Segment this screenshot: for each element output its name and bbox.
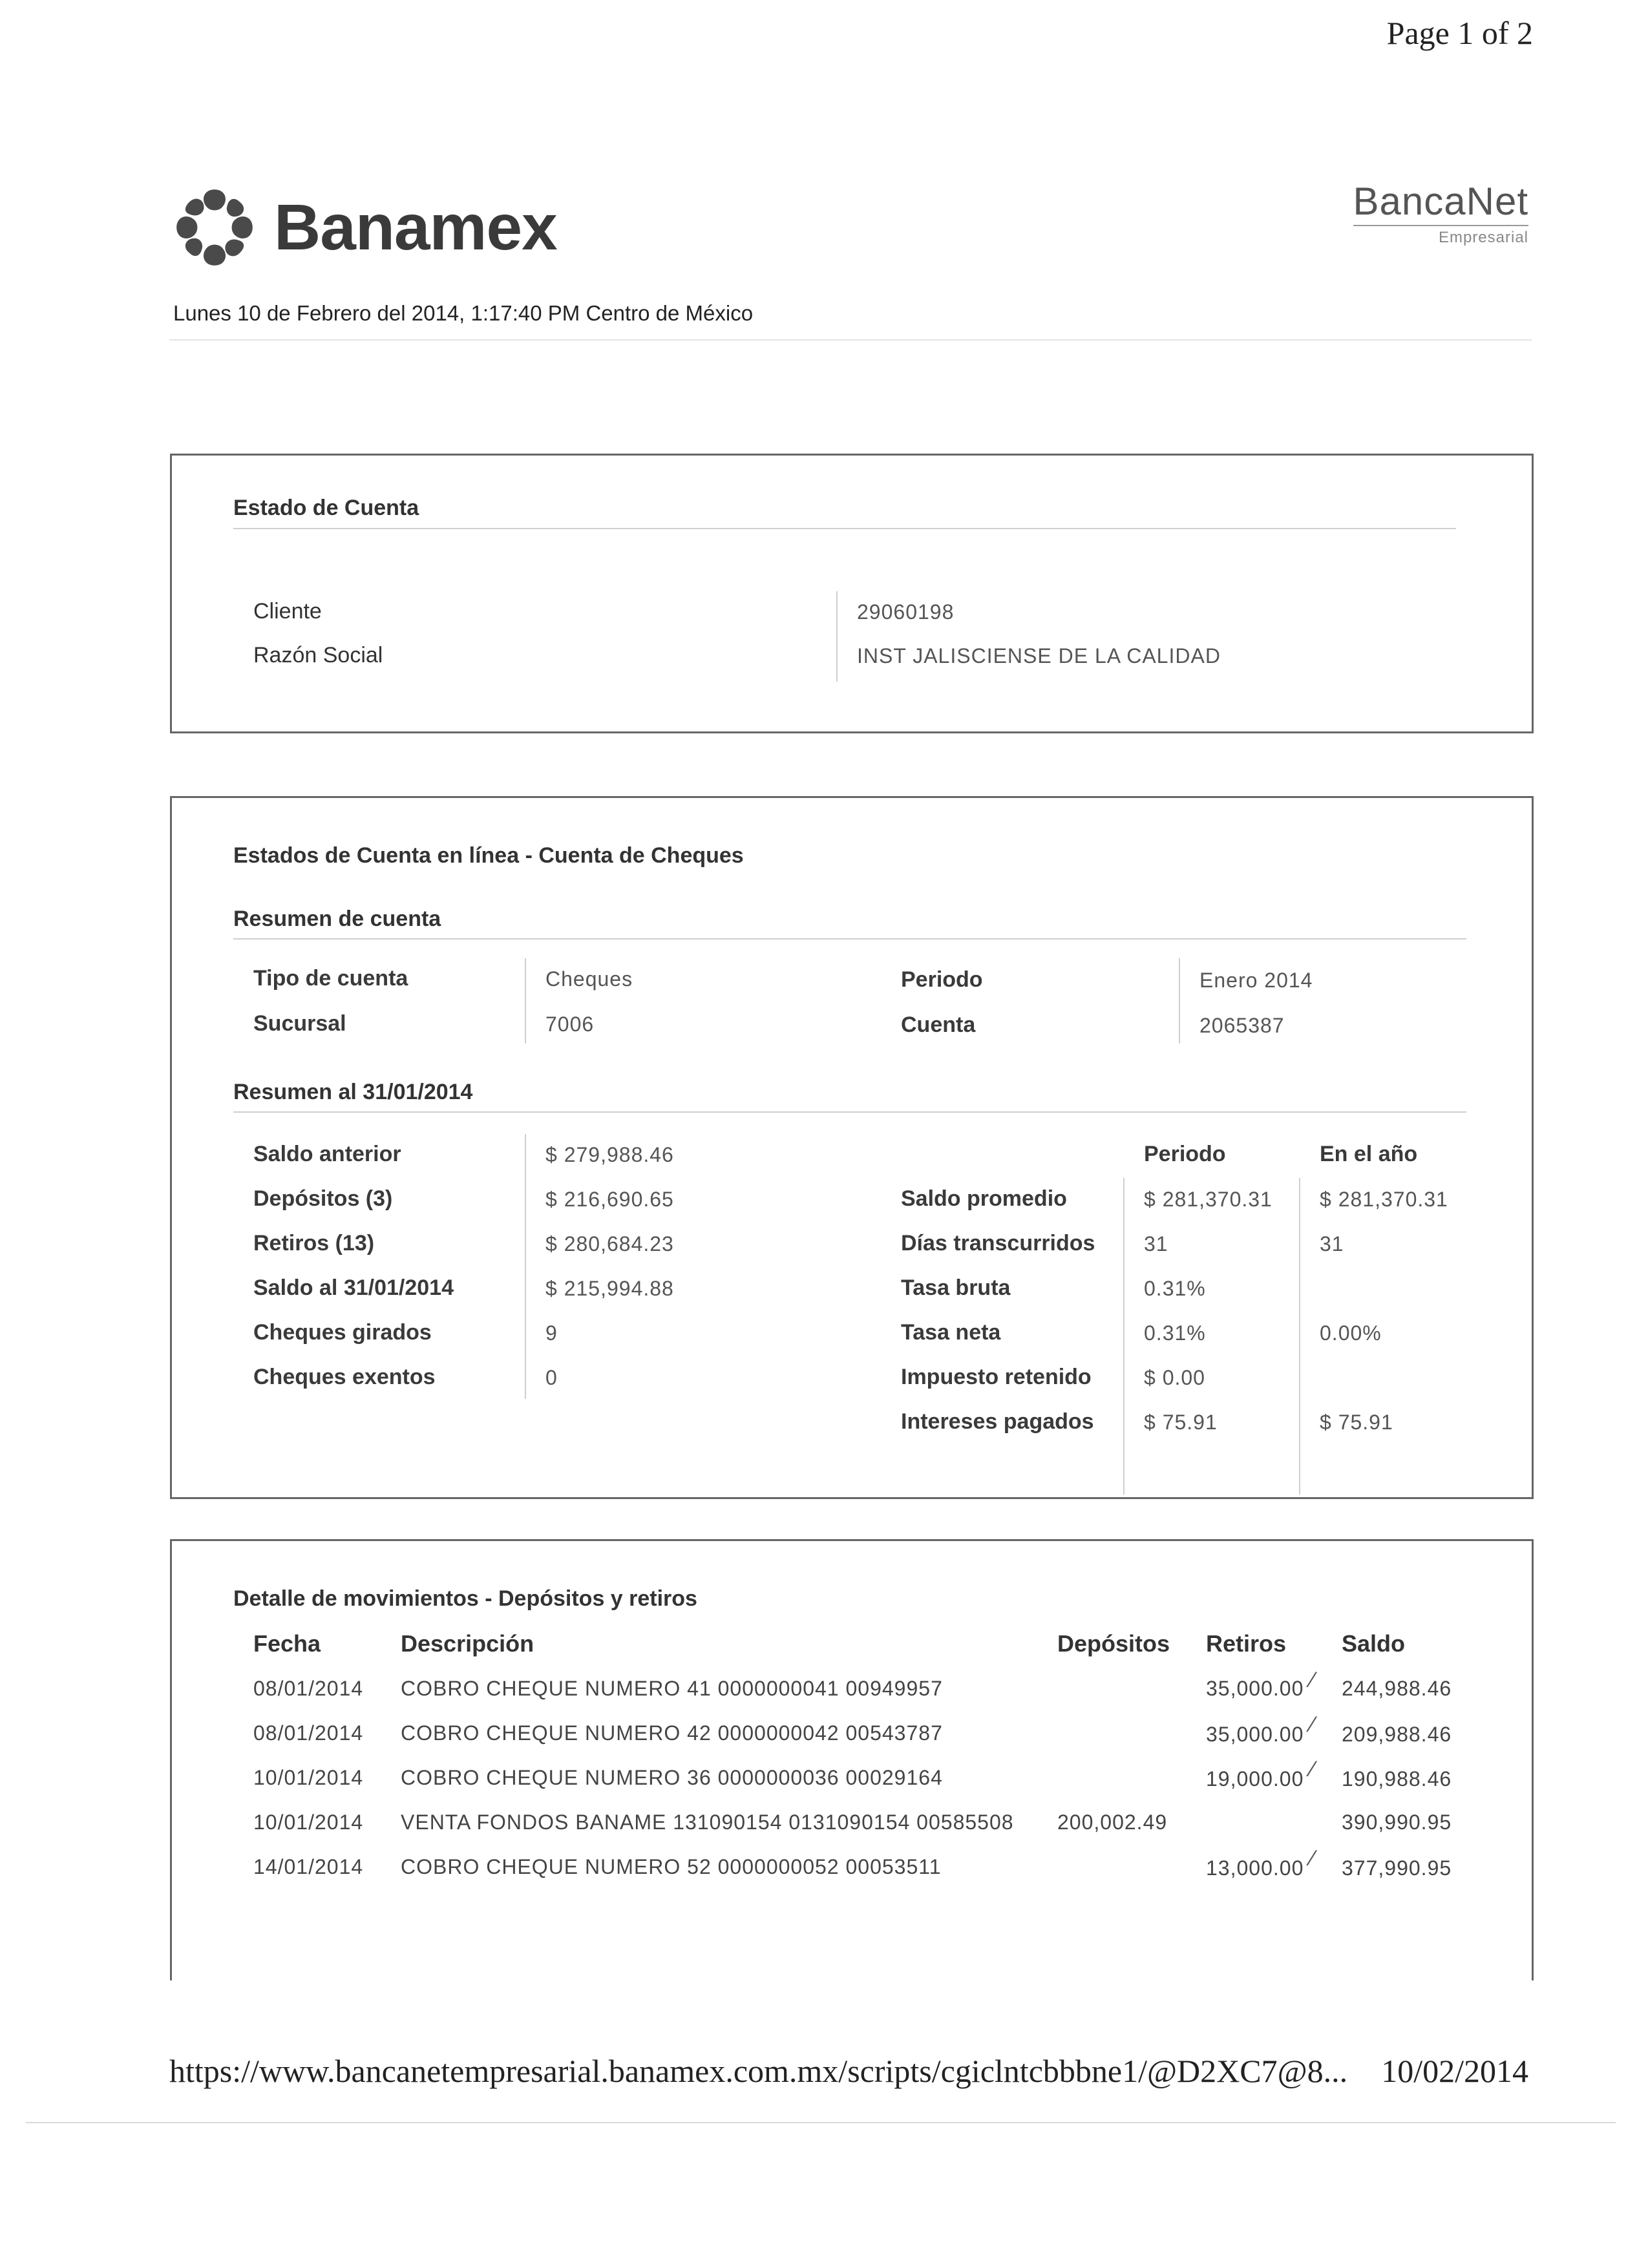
cuenta-label: Cuenta xyxy=(901,1013,976,1037)
tipo-cuenta-value: Cheques xyxy=(545,967,633,991)
periodo-value: Enero 2014 xyxy=(1199,969,1313,992)
tipo-cuenta-label: Tipo de cuenta xyxy=(253,966,408,991)
saldo-column-header: Saldo xyxy=(1342,1630,1406,1657)
summary-left-label: Depósitos (3) xyxy=(253,1186,393,1211)
razon-social-value: INST JALISCIENSE DE LA CALIDAD xyxy=(857,644,1221,667)
summary-periodo-value: $ 281,370.31 xyxy=(1144,1188,1273,1211)
summary-left-value: $ 280,684.23 xyxy=(545,1232,674,1255)
summary-left-label: Cheques girados xyxy=(253,1320,432,1345)
resumen-al-divider xyxy=(233,1111,1466,1113)
column-divider xyxy=(836,591,838,682)
summary-right-label: Días transcurridos xyxy=(901,1231,1095,1255)
summary-box-title: Estados de Cuenta en línea - Cuenta de Cheques xyxy=(233,843,744,868)
account-info-box xyxy=(170,454,1534,733)
summary-periodo-value: $ 0.00 xyxy=(1144,1366,1205,1389)
fecha-cell: 08/01/2014 xyxy=(253,1721,364,1745)
summary-left-label: Saldo anterior xyxy=(253,1142,401,1166)
summary-periodo-value: 0.31% xyxy=(1144,1277,1206,1300)
resumen-divider xyxy=(233,938,1466,940)
fecha-cell: 10/01/2014 xyxy=(253,1811,364,1834)
descripcion-cell: COBRO CHEQUE NUMERO 52 0000000052 00053511 xyxy=(401,1855,942,1878)
retiros-cell: 13,000.00 xyxy=(1206,1856,1304,1880)
cliente-label: Cliente xyxy=(253,599,322,624)
summary-right-label: Saldo promedio xyxy=(901,1186,1067,1211)
cliente-value: 29060198 xyxy=(857,600,955,624)
footer-date: 10/02/2014 xyxy=(1381,2053,1528,2089)
saldo-cell: 244,988.46 xyxy=(1342,1677,1452,1700)
descripcion-column-header: Descripción xyxy=(401,1630,534,1657)
cuenta-value: 2065387 xyxy=(1199,1014,1285,1037)
summary-left-label: Saldo al 31/01/2014 xyxy=(253,1276,454,1300)
summary-periodo-value: 0.31% xyxy=(1144,1321,1206,1345)
account-box-title: Estado de Cuenta xyxy=(233,496,419,520)
check-mark: ⁄ xyxy=(1311,1668,1315,1692)
column-divider xyxy=(1123,1178,1125,1495)
summary-left-label: Retiros (13) xyxy=(253,1231,375,1255)
check-mark: ⁄ xyxy=(1311,1757,1315,1781)
summary-left-value: 9 xyxy=(545,1321,558,1345)
summary-anio-value: 31 xyxy=(1320,1232,1344,1255)
page-number: Page 1 of 2 xyxy=(1386,15,1533,51)
column-divider xyxy=(525,958,526,1044)
razon-social-label: Razón Social xyxy=(253,643,383,667)
summary-right-label: Tasa bruta xyxy=(901,1276,1011,1300)
summary-left-value: 0 xyxy=(545,1366,558,1389)
sucursal-label: Sucursal xyxy=(253,1011,346,1036)
brand-name: Banamex xyxy=(274,191,557,264)
summary-anio-value: 0.00% xyxy=(1320,1321,1382,1345)
footer-url: https://www.bancanetempresarial.banamex.com.mx/scripts/cgiclntcbbbne1/@D2XC7@8... xyxy=(169,2053,1348,2089)
product-subtitle: Empresarial xyxy=(1353,225,1529,247)
descripcion-cell: COBRO CHEQUE NUMERO 42 0000000042 00543787 xyxy=(401,1721,943,1745)
fecha-column-header: Fecha xyxy=(253,1630,321,1657)
depositos-cell: 200,002.49 xyxy=(1057,1811,1168,1834)
title-divider xyxy=(233,528,1456,529)
summary-left-value: $ 215,994.88 xyxy=(545,1277,674,1300)
saldo-cell: 190,988.46 xyxy=(1342,1767,1452,1790)
saldo-cell: 390,990.95 xyxy=(1342,1811,1452,1834)
retiros-cell: 19,000.00 xyxy=(1206,1767,1304,1790)
summary-periodo-value: $ 75.91 xyxy=(1144,1411,1218,1434)
banamex-emblem-icon xyxy=(169,182,260,273)
resumen-al-title: Resumen al 31/01/2014 xyxy=(233,1080,473,1104)
descripcion-cell: COBRO CHEQUE NUMERO 36 0000000036 00029164 xyxy=(401,1766,943,1789)
retiros-column-header: Retiros xyxy=(1206,1630,1287,1657)
product-name: BancaNet xyxy=(1353,180,1528,223)
periodo-column-header: Periodo xyxy=(1144,1142,1226,1166)
account-summary-box xyxy=(170,796,1534,1499)
depositos-column-header: Depósitos xyxy=(1057,1630,1170,1657)
check-mark: ⁄ xyxy=(1311,1712,1315,1737)
periodo-label: Periodo xyxy=(901,967,983,992)
saldo-cell: 209,988.46 xyxy=(1342,1723,1452,1746)
fecha-cell: 10/01/2014 xyxy=(253,1766,364,1789)
summary-left-value: $ 216,690.65 xyxy=(545,1188,674,1211)
anio-column-header: En el año xyxy=(1320,1142,1418,1166)
summary-left-label: Cheques exentos xyxy=(253,1365,436,1389)
banamex-logo xyxy=(169,182,557,273)
fecha-cell: 08/01/2014 xyxy=(253,1677,364,1700)
summary-left-value: $ 279,988.46 xyxy=(545,1143,674,1166)
column-divider xyxy=(1299,1178,1300,1495)
movements-box xyxy=(170,1539,1534,1980)
retiros-cell: 35,000.00 xyxy=(1206,1677,1304,1700)
header-divider xyxy=(169,339,1532,341)
summary-anio-value: $ 281,370.31 xyxy=(1320,1188,1448,1211)
check-mark: ⁄ xyxy=(1311,1846,1315,1871)
column-divider xyxy=(525,1134,526,1399)
descripcion-cell: VENTA FONDOS BANAME 131090154 0131090154 00585508 xyxy=(401,1811,1014,1834)
summary-right-label: Impuesto retenido xyxy=(901,1365,1092,1389)
movements-box-title: Detalle de movimientos - Depósitos y retiros xyxy=(233,1586,697,1611)
summary-anio-value: $ 75.91 xyxy=(1320,1411,1393,1434)
timestamp: Lunes 10 de Febrero del 2014, 1:17:40 PM Centro de México xyxy=(173,301,754,325)
column-divider xyxy=(1179,958,1180,1044)
footer-divider xyxy=(26,2122,1616,2123)
fecha-cell: 14/01/2014 xyxy=(253,1855,364,1878)
retiros-cell: 35,000.00 xyxy=(1206,1723,1304,1746)
saldo-cell: 377,990.95 xyxy=(1342,1856,1452,1880)
descripcion-cell: COBRO CHEQUE NUMERO 41 0000000041 00949957 xyxy=(401,1677,943,1700)
sucursal-value: 7006 xyxy=(545,1013,595,1036)
resumen-cuenta-title: Resumen de cuenta xyxy=(233,907,441,931)
summary-right-label: Tasa neta xyxy=(901,1320,1001,1345)
summary-periodo-value: 31 xyxy=(1144,1232,1168,1255)
summary-right-label: Intereses pagados xyxy=(901,1409,1094,1434)
bancanet-logo xyxy=(1353,182,1529,247)
